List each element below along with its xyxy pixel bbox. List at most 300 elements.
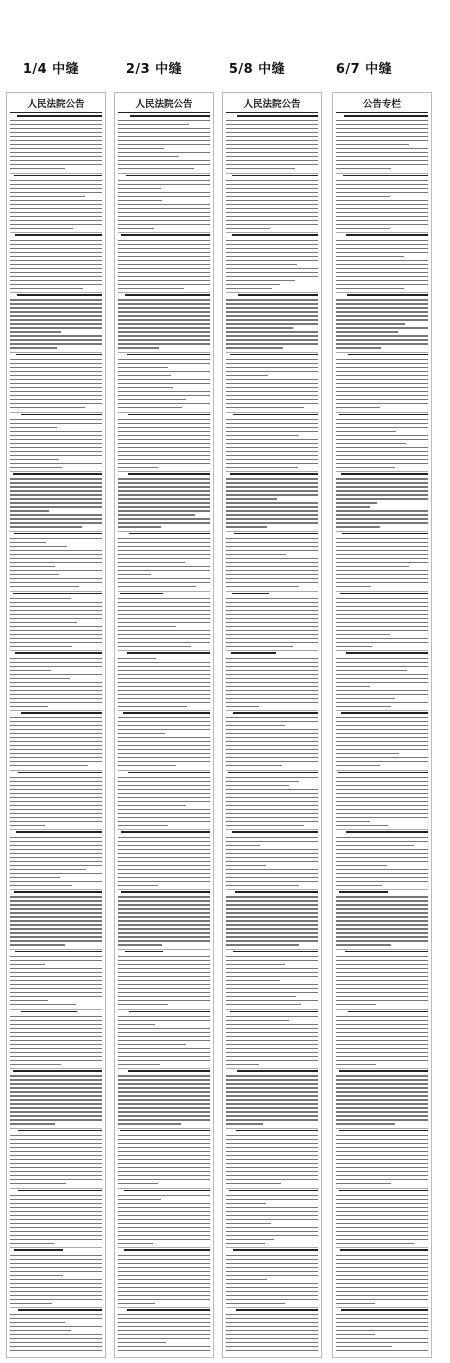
text-line — [10, 646, 72, 647]
notice-divider — [118, 1068, 210, 1069]
notice-title-line — [233, 1249, 318, 1251]
text-line — [336, 216, 428, 217]
text-line — [118, 944, 162, 945]
text-line — [336, 1095, 428, 1096]
text-line — [336, 546, 428, 547]
text-line — [10, 968, 102, 969]
text-line — [226, 128, 318, 129]
text-line — [10, 916, 102, 917]
text-line — [226, 1318, 318, 1319]
text-line — [10, 1020, 102, 1021]
text-line — [118, 1155, 210, 1156]
text-line — [336, 749, 428, 750]
notice-divider — [336, 412, 428, 413]
text-line — [336, 618, 428, 619]
text-line — [118, 1163, 210, 1164]
text-line — [118, 1183, 158, 1184]
text-line — [10, 992, 102, 993]
text-line — [10, 666, 102, 667]
text-line — [226, 478, 318, 479]
text-line — [10, 920, 102, 921]
notice-title-line — [344, 115, 428, 117]
text-line — [118, 212, 210, 213]
text-line — [118, 447, 210, 448]
text-line — [10, 694, 102, 695]
text-line — [10, 1171, 102, 1172]
text-line — [336, 717, 428, 718]
text-line — [336, 1195, 428, 1196]
text-line — [336, 1338, 428, 1339]
text-line — [118, 741, 210, 742]
text-line — [226, 240, 318, 241]
text-line — [226, 124, 318, 125]
text-line — [226, 200, 318, 201]
text-line — [118, 984, 210, 985]
text-line — [336, 486, 428, 487]
text-line — [336, 837, 428, 838]
text-line — [226, 482, 318, 483]
notice-divider — [226, 1009, 318, 1010]
text-line — [118, 439, 210, 440]
text-line — [10, 578, 102, 579]
text-line — [10, 558, 102, 559]
text-line — [336, 1024, 428, 1025]
text-line — [118, 383, 210, 384]
text-line — [336, 702, 428, 703]
text-line — [226, 311, 318, 312]
text-line — [336, 208, 428, 209]
text-line — [10, 729, 102, 730]
text-line — [226, 538, 318, 539]
text-line — [226, 562, 318, 563]
text-line — [336, 765, 380, 766]
text-line — [226, 323, 318, 324]
text-line — [226, 849, 318, 850]
text-line — [118, 1095, 210, 1096]
text-line — [118, 1167, 210, 1168]
text-line — [336, 1048, 428, 1049]
text-line — [226, 1091, 318, 1092]
text-line — [10, 626, 102, 627]
text-line — [336, 1287, 428, 1288]
text-line — [336, 1263, 428, 1264]
text-line — [336, 343, 428, 344]
text-line — [226, 737, 318, 738]
text-line — [336, 582, 428, 583]
text-line — [118, 1318, 210, 1319]
text-line — [336, 964, 428, 965]
notice-title-line — [230, 1011, 318, 1013]
text-line — [336, 1318, 428, 1319]
text-line — [336, 502, 377, 503]
text-line — [10, 1004, 76, 1005]
text-line — [226, 932, 318, 933]
notice-title-line — [237, 115, 318, 117]
text-line — [10, 514, 102, 515]
text-line — [226, 383, 318, 384]
text-line — [118, 542, 210, 543]
text-line — [336, 642, 428, 643]
text-line — [336, 467, 395, 468]
text-line — [226, 642, 318, 643]
text-line — [226, 459, 318, 460]
text-line — [336, 248, 428, 249]
text-line — [118, 1287, 210, 1288]
text-line — [10, 972, 102, 973]
text-line — [118, 1346, 210, 1347]
text-line — [118, 1091, 210, 1092]
text-line — [336, 614, 428, 615]
text-line — [118, 857, 210, 858]
text-line — [336, 1044, 428, 1045]
text-line — [226, 1056, 318, 1057]
text-line — [10, 717, 102, 718]
text-line — [226, 960, 318, 961]
text-line — [118, 307, 210, 308]
text-line — [226, 1326, 318, 1327]
text-line — [226, 761, 318, 762]
text-line — [118, 1024, 155, 1025]
text-line — [10, 538, 102, 539]
text-line — [10, 940, 102, 941]
text-line — [226, 1223, 271, 1224]
text-line — [10, 602, 102, 603]
text-line — [336, 359, 428, 360]
notice-title-line — [14, 533, 102, 535]
notice-title-line — [127, 652, 210, 654]
text-line — [10, 1346, 102, 1347]
text-line — [10, 686, 102, 687]
text-line — [336, 1123, 395, 1124]
notice-title-line — [343, 175, 428, 177]
text-line — [10, 224, 102, 225]
text-line — [336, 574, 428, 575]
notice-divider — [226, 1188, 318, 1189]
text-line — [10, 1028, 102, 1029]
notice-title-line — [235, 891, 318, 893]
text-line — [226, 268, 318, 269]
text-line — [336, 256, 404, 257]
text-line — [336, 168, 391, 169]
text-line — [118, 1231, 210, 1232]
text-line — [118, 136, 210, 137]
text-line — [118, 1203, 210, 1204]
text-line — [10, 753, 102, 754]
text-line — [336, 845, 414, 846]
text-line — [336, 1295, 428, 1296]
text-line — [336, 518, 428, 519]
text-line — [118, 869, 210, 870]
text-line — [118, 1151, 210, 1152]
text-line — [118, 1279, 210, 1280]
text-line — [10, 459, 59, 460]
column-1-4 — [6, 92, 106, 1358]
text-line — [10, 164, 102, 165]
text-line — [10, 1227, 102, 1228]
text-line — [118, 793, 210, 794]
text-line — [226, 940, 318, 941]
text-line — [10, 634, 102, 635]
text-line — [336, 674, 428, 675]
text-line — [336, 550, 428, 551]
text-line — [336, 869, 428, 870]
text-line — [118, 260, 210, 261]
text-line — [226, 861, 318, 862]
text-line — [336, 658, 428, 659]
text-line — [336, 538, 428, 539]
text-line — [226, 1079, 318, 1080]
text-line — [118, 753, 210, 754]
text-line — [10, 1107, 102, 1108]
text-line — [336, 490, 428, 491]
text-block — [336, 113, 428, 1355]
text-line — [226, 622, 318, 623]
text-line — [118, 1295, 210, 1296]
notice-divider — [10, 1307, 102, 1308]
text-line — [118, 686, 210, 687]
text-line — [118, 315, 210, 316]
notice-divider — [118, 1009, 210, 1010]
text-line — [226, 1032, 318, 1033]
text-line — [10, 124, 102, 125]
text-line — [336, 1342, 428, 1343]
text-line — [118, 327, 210, 328]
notice-title-line — [233, 414, 318, 416]
text-line — [10, 1175, 102, 1176]
notice-title-line — [15, 652, 102, 654]
text-line — [336, 1056, 428, 1057]
text-line — [10, 200, 102, 201]
text-line — [336, 128, 428, 129]
text-line — [226, 196, 318, 197]
text-line — [10, 1135, 102, 1136]
notice-divider — [226, 1128, 318, 1129]
text-line — [118, 646, 191, 647]
text-line — [336, 407, 380, 408]
text-line — [336, 805, 428, 806]
text-line — [118, 1099, 210, 1100]
text-line — [226, 1219, 318, 1220]
text-line — [336, 443, 406, 444]
text-line — [226, 391, 318, 392]
text-line — [10, 765, 88, 766]
text-line — [336, 912, 428, 913]
text-line — [336, 1271, 428, 1272]
text-line — [118, 1283, 210, 1284]
text-line — [118, 725, 210, 726]
text-line — [226, 1303, 285, 1304]
text-line — [10, 877, 60, 878]
text-line — [226, 630, 318, 631]
notice-title-line — [339, 414, 428, 416]
text-line — [336, 885, 382, 886]
text-line — [336, 733, 428, 734]
text-line — [118, 546, 210, 547]
text-line — [118, 451, 210, 452]
text-line — [336, 916, 428, 917]
notice-title-line — [18, 772, 102, 774]
text-line — [118, 853, 210, 854]
text-line — [10, 674, 102, 675]
notice-divider — [118, 412, 210, 413]
text-line — [226, 307, 318, 308]
notice-divider — [10, 531, 102, 532]
text-line — [226, 686, 318, 687]
text-line — [118, 490, 210, 491]
text-line — [336, 865, 387, 866]
text-line — [226, 1040, 318, 1041]
text-line — [226, 327, 293, 328]
text-line — [118, 940, 210, 941]
notice-title-line — [125, 951, 163, 953]
text-line — [226, 180, 318, 181]
text-line — [118, 124, 189, 125]
text-line — [226, 1083, 318, 1084]
text-line — [226, 1163, 318, 1164]
notice-title-line — [14, 1249, 62, 1251]
text-line — [336, 670, 407, 671]
text-line — [336, 841, 428, 842]
notice-title-line — [123, 712, 210, 714]
text-line — [336, 494, 428, 495]
text-line — [118, 658, 156, 659]
text-line — [10, 904, 102, 905]
text-line — [118, 1036, 210, 1037]
text-line — [118, 972, 210, 973]
text-line — [226, 315, 318, 316]
text-line — [118, 1032, 210, 1033]
text-line — [226, 582, 318, 583]
text-line — [118, 156, 179, 157]
text-line — [226, 1211, 318, 1212]
text-line — [336, 280, 428, 281]
notice-divider — [118, 710, 210, 711]
text-line — [10, 128, 102, 129]
notice-divider — [336, 889, 428, 890]
text-line — [226, 1255, 318, 1256]
text-line — [118, 459, 210, 460]
text-line — [336, 1064, 376, 1065]
notice-title-line — [230, 354, 318, 356]
text-line — [10, 1139, 102, 1140]
text-line — [336, 1267, 428, 1268]
text-line — [336, 327, 428, 328]
text-line — [118, 343, 210, 344]
notice-divider — [336, 292, 428, 293]
text-line — [118, 745, 210, 746]
text-line — [118, 924, 210, 925]
text-line — [336, 944, 391, 945]
text-line — [118, 494, 210, 495]
text-line — [336, 558, 428, 559]
notice-title-line — [129, 1011, 210, 1013]
text-line — [118, 849, 210, 850]
text-line — [10, 761, 102, 762]
text-line — [336, 276, 428, 277]
text-line — [226, 343, 318, 344]
text-line — [118, 622, 210, 623]
notice-title-line — [341, 712, 428, 714]
text-line — [336, 347, 381, 348]
text-line — [10, 387, 102, 388]
text-line — [336, 896, 428, 897]
text-line — [10, 423, 102, 424]
text-line — [118, 144, 210, 145]
text-line — [10, 1219, 102, 1220]
text-line — [226, 1075, 318, 1076]
notice-divider — [336, 531, 428, 532]
text-line — [226, 733, 318, 734]
text-line — [226, 431, 318, 432]
text-line — [226, 586, 299, 587]
text-line — [336, 1075, 428, 1076]
text-line — [336, 192, 428, 193]
notice-title-line — [13, 593, 102, 595]
text-line — [10, 403, 102, 404]
text-line — [10, 610, 102, 611]
text-line — [226, 379, 318, 380]
text-line — [10, 741, 102, 742]
text-line — [336, 427, 428, 428]
text-line — [10, 924, 102, 925]
text-line — [118, 936, 210, 937]
text-line — [226, 682, 318, 683]
notice-title-line — [339, 1190, 428, 1192]
text-line — [10, 180, 102, 181]
text-line — [10, 1183, 66, 1184]
text-line — [10, 757, 102, 758]
text-line — [336, 1350, 428, 1351]
text-line — [10, 813, 102, 814]
text-line — [226, 845, 260, 846]
text-line — [10, 1330, 71, 1331]
text-line — [118, 781, 210, 782]
text-line — [336, 526, 380, 527]
text-line — [336, 984, 428, 985]
text-line — [118, 1044, 186, 1045]
text-line — [336, 447, 428, 448]
text-line — [336, 335, 428, 336]
text-line — [10, 956, 102, 957]
text-line — [336, 184, 428, 185]
text-line — [226, 662, 318, 663]
notice-divider — [118, 829, 210, 830]
text-line — [336, 1330, 428, 1331]
text-line — [118, 678, 210, 679]
text-line — [118, 968, 210, 969]
text-line — [226, 821, 318, 822]
text-line — [10, 721, 102, 722]
text-line — [10, 240, 102, 241]
text-line — [118, 674, 210, 675]
notice-divider — [226, 829, 318, 830]
text-line — [226, 698, 318, 699]
text-line — [118, 319, 210, 320]
text-line — [118, 1056, 210, 1057]
text-line — [226, 1095, 318, 1096]
notice-title-line — [121, 891, 210, 893]
text-line — [226, 403, 318, 404]
text-line — [226, 936, 318, 937]
text-line — [336, 212, 428, 213]
text-line — [336, 992, 428, 993]
text-line — [226, 1227, 318, 1228]
text-line — [226, 825, 304, 826]
text-line — [336, 1322, 428, 1323]
text-line — [226, 1151, 318, 1152]
text-line — [336, 299, 428, 300]
text-line — [10, 1322, 65, 1323]
